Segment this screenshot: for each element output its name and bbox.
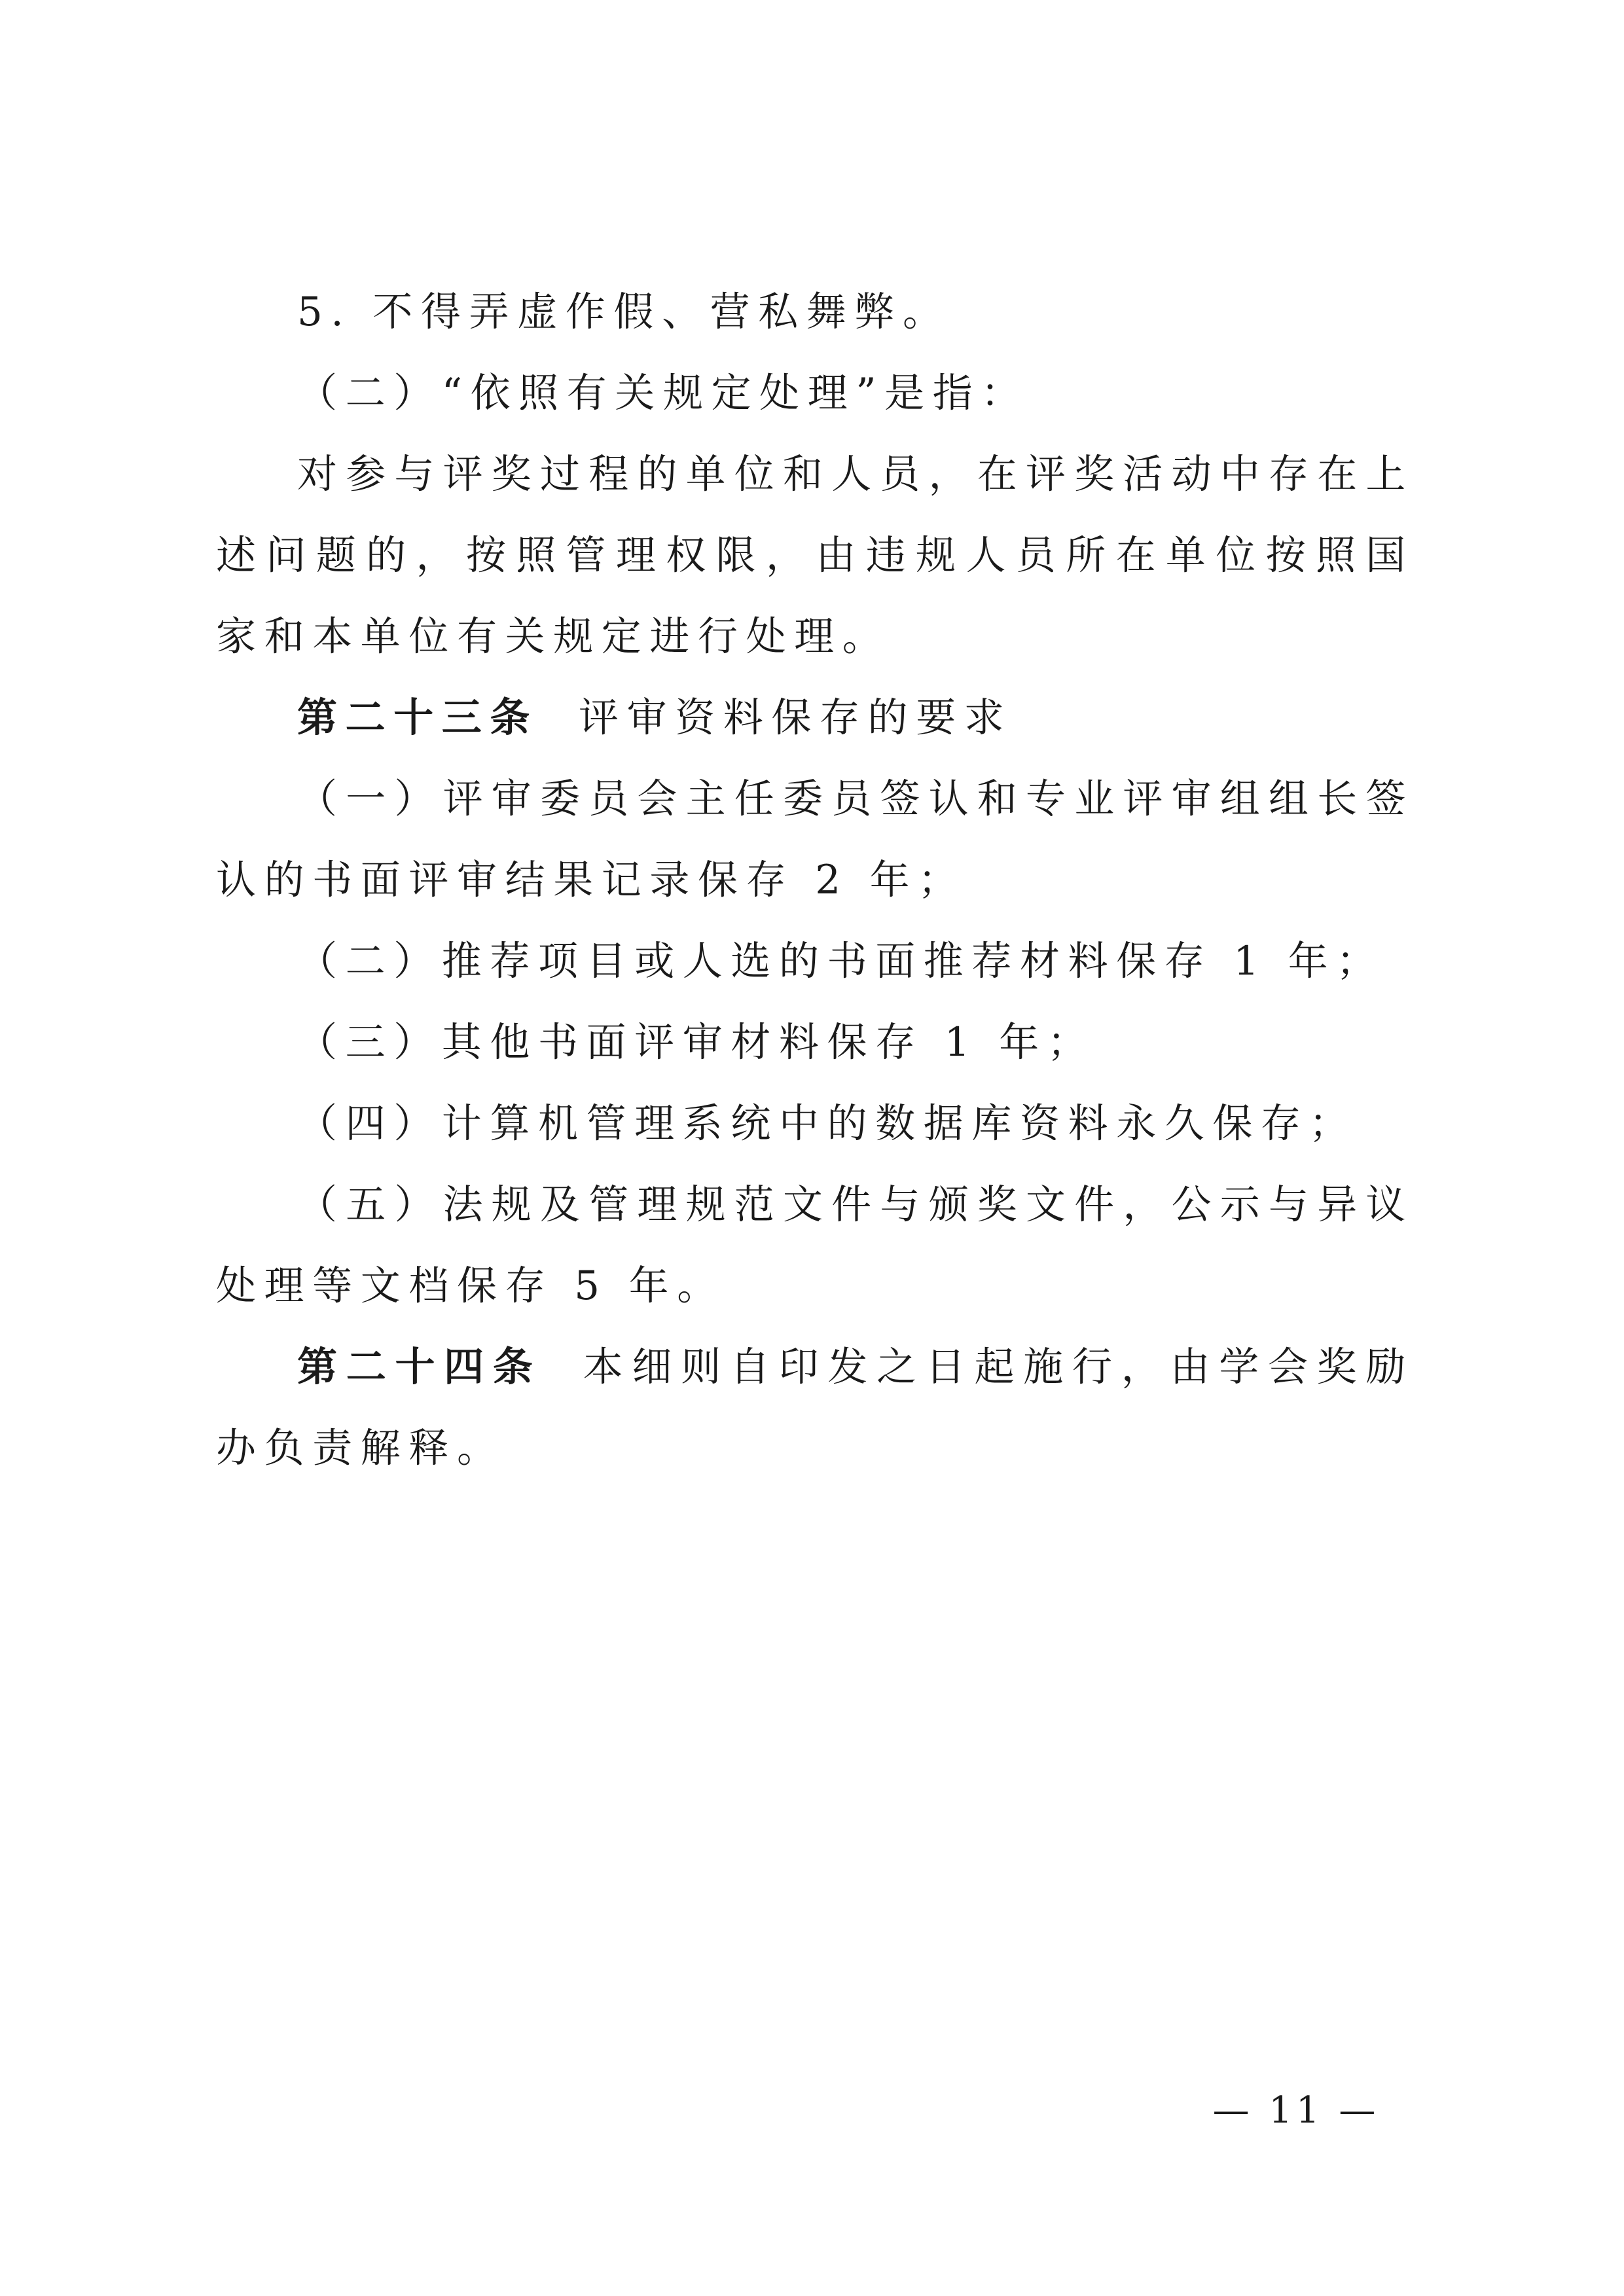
paragraph-text: （五）法规及管理规范文件与颁奖文件，公示与异议处理等文档保存 5 年。 <box>216 1181 1414 1309</box>
paragraph-retention-2 <box>216 921 1414 1002</box>
paragraph-text: （二）“依照有关规定处理”是指： <box>297 370 1029 416</box>
paragraph-text: （三）其他书面评审材料保存 1 年； <box>297 1019 1096 1066</box>
article-heading: 第二十三条 <box>297 694 539 741</box>
article-text: 本细则自印发之日起施行，由学会奖励办负责解释。 <box>216 1344 1414 1471</box>
paragraph-text: （四）计算机管理系统中的数据库资料永久保存； <box>297 1100 1358 1147</box>
paragraph-handling-rule <box>216 434 1414 677</box>
article-heading: 第二十四条 <box>297 1344 542 1390</box>
paragraph-item-5 <box>216 272 1414 353</box>
page-number: — 11 — <box>1212 2089 1380 2132</box>
paragraph-text: （二）推荐项目或人选的书面推荐材料保存 1 年； <box>297 938 1384 984</box>
article-title: 评审资料保存的要求 <box>579 694 1013 741</box>
article-24 <box>216 1327 1414 1489</box>
paragraph-text: 5. 不得弄虚作假、营私舞弊。 <box>297 289 951 335</box>
paragraph-retention-4 <box>216 1083 1414 1164</box>
paragraph-retention-5 <box>216 1164 1414 1327</box>
paragraph-text: （一）评审委员会主任委员签认和专业评审组组长签认的书面评审结果记录保存 2 年； <box>216 776 1414 903</box>
paragraph-retention-1 <box>216 759 1414 921</box>
article-23 <box>216 677 1414 759</box>
document-body <box>216 272 1414 1489</box>
paragraph-text: 对参与评奖过程的单位和人员，在评奖活动中存在上述问题的，按照管理权限，由违规人员所在单位按照国家和本单位有关规定进行处理。 <box>216 451 1414 660</box>
paragraph-clause-2-definition <box>216 353 1414 434</box>
paragraph-retention-3 <box>216 1002 1414 1083</box>
